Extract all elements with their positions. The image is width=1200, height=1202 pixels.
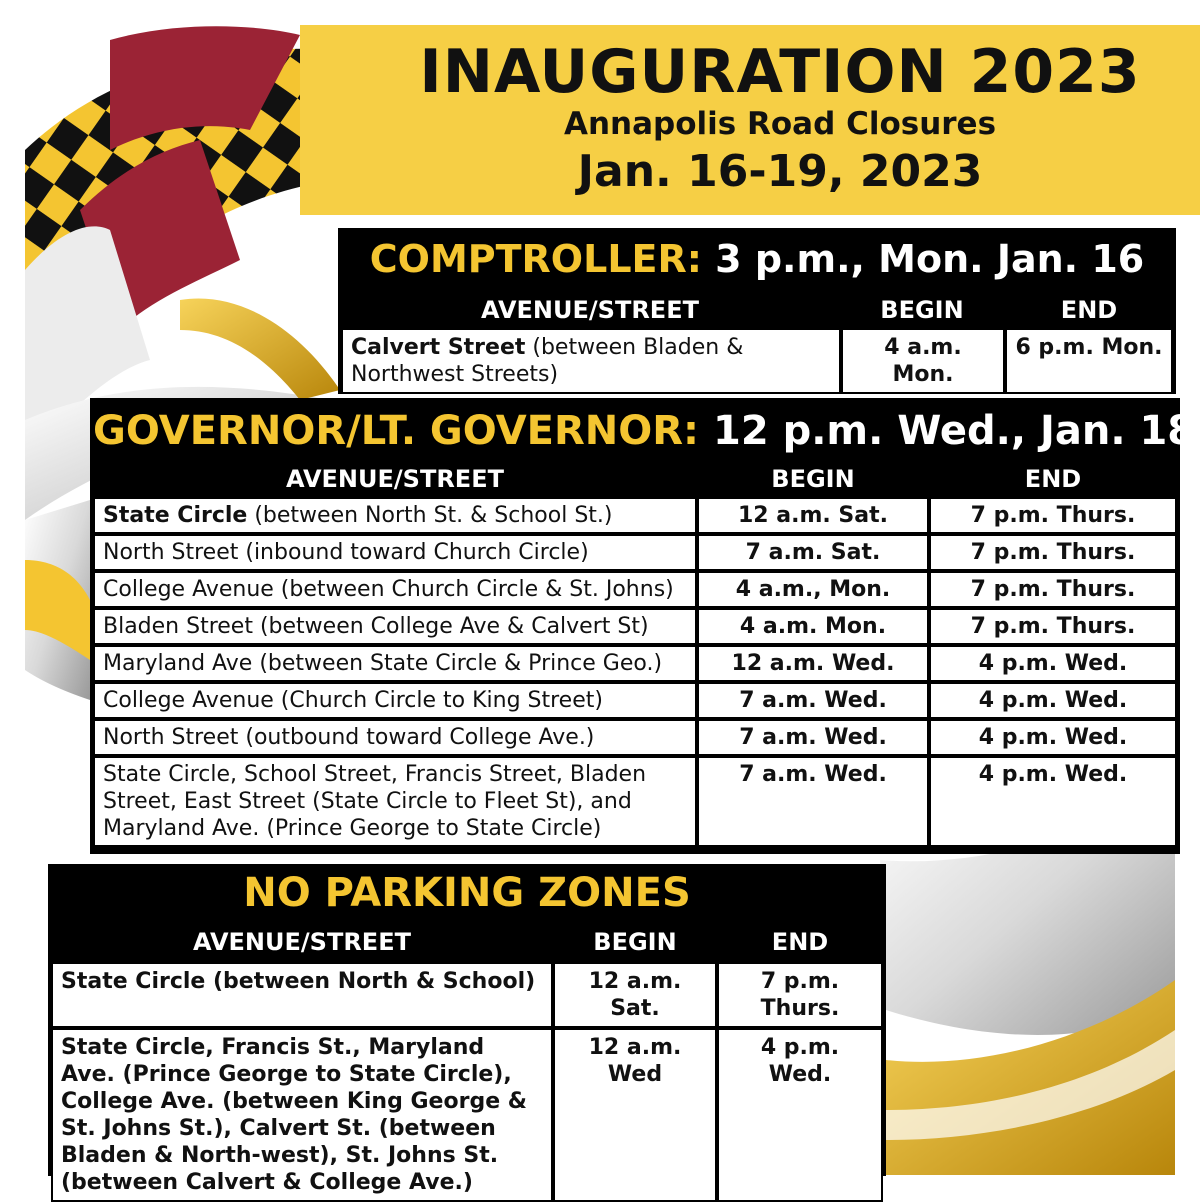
column-headers <box>341 290 1173 328</box>
col-header-street: AVENUE/STREET <box>481 296 699 324</box>
street-cell: State Circle (between North St. & School St.) <box>93 497 697 534</box>
column-headers <box>93 460 1177 497</box>
table-row <box>93 645 1177 682</box>
governor-closures-table <box>90 398 1196 854</box>
table-row <box>51 962 883 1028</box>
end-cell: 4 p.m. Wed. <box>929 682 1177 719</box>
end-cell: 7 p.m. Thurs. <box>929 608 1177 645</box>
end-cell: 6 p.m. Mon. <box>1005 328 1173 394</box>
table-row <box>93 571 1177 608</box>
end-cell: 4 p.m. Wed. <box>929 719 1177 756</box>
no-parking-label: NO PARKING ZONES <box>243 870 691 916</box>
col-header-begin: BEGIN <box>880 296 964 324</box>
table-row <box>93 534 1177 571</box>
begin-cell: 4 a.m. Mon. <box>841 328 1005 394</box>
street-cell: Maryland Ave (between State Circle & Prince Geo.) <box>93 645 697 682</box>
governor-heading <box>93 398 1196 460</box>
comptroller-rows <box>341 328 1173 394</box>
table-row <box>93 497 1177 534</box>
begin-cell: 7 a.m. Wed. <box>697 682 929 719</box>
governor-label: GOVERNOR/LT. GOVERNOR: <box>93 408 700 454</box>
begin-cell: 7 a.m. Sat. <box>697 534 929 571</box>
street-cell: College Avenue (Church Circle to King Street) <box>93 682 697 719</box>
street-cell: Calvert Street (between Bladen & Northwest Streets) <box>341 328 841 394</box>
governor-rows <box>93 497 1177 847</box>
begin-cell: 4 a.m. Mon. <box>697 608 929 645</box>
end-cell: 7 p.m. Thurs. <box>929 571 1177 608</box>
col-header-begin: BEGIN <box>593 928 677 956</box>
col-header-end: END <box>1060 296 1118 324</box>
comptroller-label: COMPTROLLER: <box>369 237 702 281</box>
end-cell: 7 p.m. Thurs. <box>929 497 1177 534</box>
table-row <box>93 682 1177 719</box>
table-row <box>341 328 1173 394</box>
page-subtitle: Annapolis Road Closures <box>563 106 997 142</box>
street-cell: State Circle, School Street, Francis Street, Bladen Street, East Street (State Circle to Fleet St), and Maryland Ave. (Prince George to State Circle) <box>93 756 697 847</box>
comptroller-heading <box>341 228 1173 290</box>
no-parking-heading <box>51 864 883 922</box>
table-row <box>51 1028 883 1202</box>
comptroller-closures-table <box>338 228 1176 394</box>
header <box>360 37 1200 200</box>
begin-cell: 12 a.m. Wed <box>553 1028 717 1202</box>
end-cell: 4 p.m. Wed. <box>929 645 1177 682</box>
begin-cell: 12 a.m. Wed. <box>697 645 929 682</box>
col-header-end: END <box>771 928 829 956</box>
governor-time: 12 p.m. Wed., Jan. 18 <box>699 408 1196 454</box>
begin-cell: 7 a.m. Wed. <box>697 719 929 756</box>
no-parking-rows <box>51 962 883 1202</box>
street-cell: State Circle, Francis St., Maryland Ave. (Prince George to State Circle), College Ave. (between King George & St. Johns St.), Calvert St. (between Bladen & North-west), St. Johns St. (between Calvert & College Ave.) <box>51 1028 553 1202</box>
begin-cell: 12 a.m. Sat. <box>553 962 717 1028</box>
begin-cell: 4 a.m., Mon. <box>697 571 929 608</box>
column-headers <box>51 922 883 962</box>
col-header-begin: BEGIN <box>771 465 855 493</box>
col-header-end: END <box>1024 465 1082 493</box>
table-row <box>93 719 1177 756</box>
street-cell: Bladen Street (between College Ave & Calvert St) <box>93 608 697 645</box>
street-cell: North Street (outbound toward College Ave.) <box>93 719 697 756</box>
street-cell: College Avenue (between Church Circle & St. Johns) <box>93 571 697 608</box>
page-title: INAUGURATION 2023 <box>419 37 1141 107</box>
begin-cell: 12 a.m. Sat. <box>697 497 929 534</box>
col-header-street: AVENUE/STREET <box>193 928 411 956</box>
begin-cell: 7 a.m. Wed. <box>697 756 929 847</box>
street-cell: State Circle (between North & School) <box>51 962 553 1028</box>
comptroller-time: 3 p.m., Mon. Jan. 16 <box>701 237 1145 281</box>
table-row <box>93 608 1177 645</box>
date-range: Jan. 16-19, 2023 <box>577 146 983 197</box>
end-cell: 7 p.m. Thurs. <box>929 534 1177 571</box>
no-parking-zones-table <box>48 864 886 1195</box>
end-cell: 7 p.m. Thurs. <box>717 962 883 1028</box>
col-header-street: AVENUE/STREET <box>286 465 504 493</box>
street-cell: North Street (inbound toward Church Circle) <box>93 534 697 571</box>
end-cell: 4 p.m. Wed. <box>929 756 1177 847</box>
table-row <box>93 756 1177 847</box>
end-cell: 4 p.m. Wed. <box>717 1028 883 1202</box>
